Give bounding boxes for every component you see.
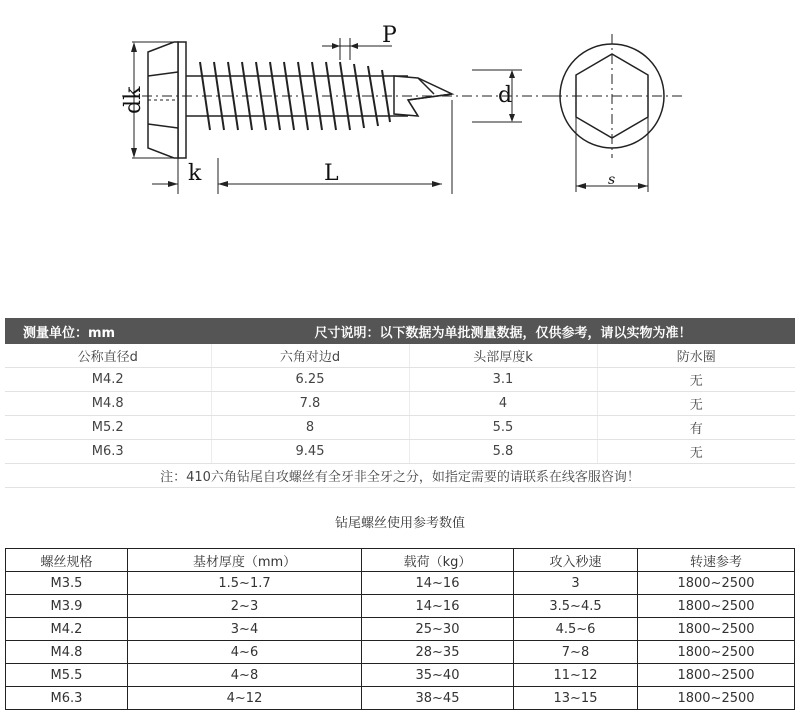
length-label: L — [324, 161, 339, 186]
notice-text: 尺寸说明：以下数据为单批测量数据，仅供参考，请以实物为准！ — [211, 318, 795, 344]
table-header-bar — [5, 318, 795, 344]
table-cell: 无 — [597, 392, 795, 416]
reference-title: 钻尾螺丝使用参考数值 — [334, 516, 465, 531]
unit-label: 测量单位：mm — [5, 318, 211, 344]
table-column-headers — [6, 549, 795, 572]
table-cell: 1800~2500 — [638, 572, 795, 595]
table-cell: M4.2 — [6, 618, 128, 641]
table-cell: 9.45 — [211, 440, 409, 464]
table-cell: 3.1 — [409, 368, 597, 392]
pitch-label: P — [382, 23, 397, 48]
table-cell: 3.5~4.5 — [514, 595, 638, 618]
table-cell: 4.5~6 — [514, 618, 638, 641]
table-cell: 3~4 — [128, 618, 362, 641]
table-cell: 2~3 — [128, 595, 362, 618]
table-cell: 3 — [514, 572, 638, 595]
table-row — [5, 368, 795, 392]
table-cell: M4.8 — [5, 392, 211, 416]
table-cell: 14~16 — [362, 572, 514, 595]
table-cell: 1.5~1.7 — [128, 572, 362, 595]
table-row — [6, 572, 795, 595]
dimension-table — [5, 318, 795, 488]
table-row — [6, 618, 795, 641]
table-cell: 无 — [597, 440, 795, 464]
screw-dimension-drawing — [112, 4, 692, 209]
column-header: 攻入秒速 — [514, 549, 638, 572]
table-row — [6, 687, 795, 710]
diameter-label: d — [498, 83, 513, 108]
column-header: 转速参考 — [638, 549, 795, 572]
table-cell: 5.8 — [409, 440, 597, 464]
table-cell: 13~15 — [514, 687, 638, 710]
table-cell: 4~6 — [128, 641, 362, 664]
table-cell: 11~12 — [514, 664, 638, 687]
table-row — [5, 416, 795, 440]
table-cell: 38~45 — [362, 687, 514, 710]
table-cell: M3.5 — [6, 572, 128, 595]
table-cell: M5.2 — [5, 416, 211, 440]
table-cell: 6.25 — [211, 368, 409, 392]
column-header: 载荷（kg） — [362, 549, 514, 572]
table-cell: M6.3 — [5, 440, 211, 464]
table-cell: M4.8 — [6, 641, 128, 664]
washer-flange — [178, 42, 186, 158]
table-cell: 4 — [409, 392, 597, 416]
column-header: 基材厚度（mm） — [128, 549, 362, 572]
table-cell: 无 — [597, 368, 795, 392]
table-cell: 有 — [597, 416, 795, 440]
table-cell: M6.3 — [6, 687, 128, 710]
table-cell: M3.9 — [6, 595, 128, 618]
column-header: 螺丝规格 — [6, 549, 128, 572]
table-cell: 7.8 — [211, 392, 409, 416]
table-cell: 28~35 — [362, 641, 514, 664]
head-diameter-label: dk — [121, 86, 146, 114]
table-row — [5, 440, 795, 464]
table-cell: 5.5 — [409, 416, 597, 440]
table-cell: 1800~2500 — [638, 641, 795, 664]
table-cell: 25~30 — [362, 618, 514, 641]
table-row — [6, 664, 795, 687]
table-cell: 1800~2500 — [638, 618, 795, 641]
table-row — [5, 392, 795, 416]
column-header: 公称直径d — [5, 344, 211, 368]
table-cell: 7~8 — [514, 641, 638, 664]
table-cell: M4.2 — [5, 368, 211, 392]
table-row — [6, 595, 795, 618]
column-header: 头部厚度k — [409, 344, 597, 368]
table-note: 注：410六角钻尾自攻螺丝有全牙非全牙之分，如指定需要的请联系在线客服咨询！ — [5, 464, 795, 488]
table-cell: M5.5 — [6, 664, 128, 687]
table-note-row — [5, 464, 795, 488]
table-cell: 14~16 — [362, 595, 514, 618]
table-row — [6, 641, 795, 664]
table-column-headers — [5, 344, 795, 368]
table-cell: 1800~2500 — [638, 664, 795, 687]
table-cell: 4~12 — [128, 687, 362, 710]
table-cell: 35~40 — [362, 664, 514, 687]
column-header: 防水圈 — [597, 344, 795, 368]
head-height-label: k — [188, 161, 202, 186]
reference-table — [5, 548, 795, 710]
table-cell: 4~8 — [128, 664, 362, 687]
table-cell: 8 — [211, 416, 409, 440]
table-cell: 1800~2500 — [638, 595, 795, 618]
table-cell: 1800~2500 — [638, 687, 795, 710]
column-header: 六角对边d — [211, 344, 409, 368]
across-flats-label: s — [608, 172, 616, 188]
